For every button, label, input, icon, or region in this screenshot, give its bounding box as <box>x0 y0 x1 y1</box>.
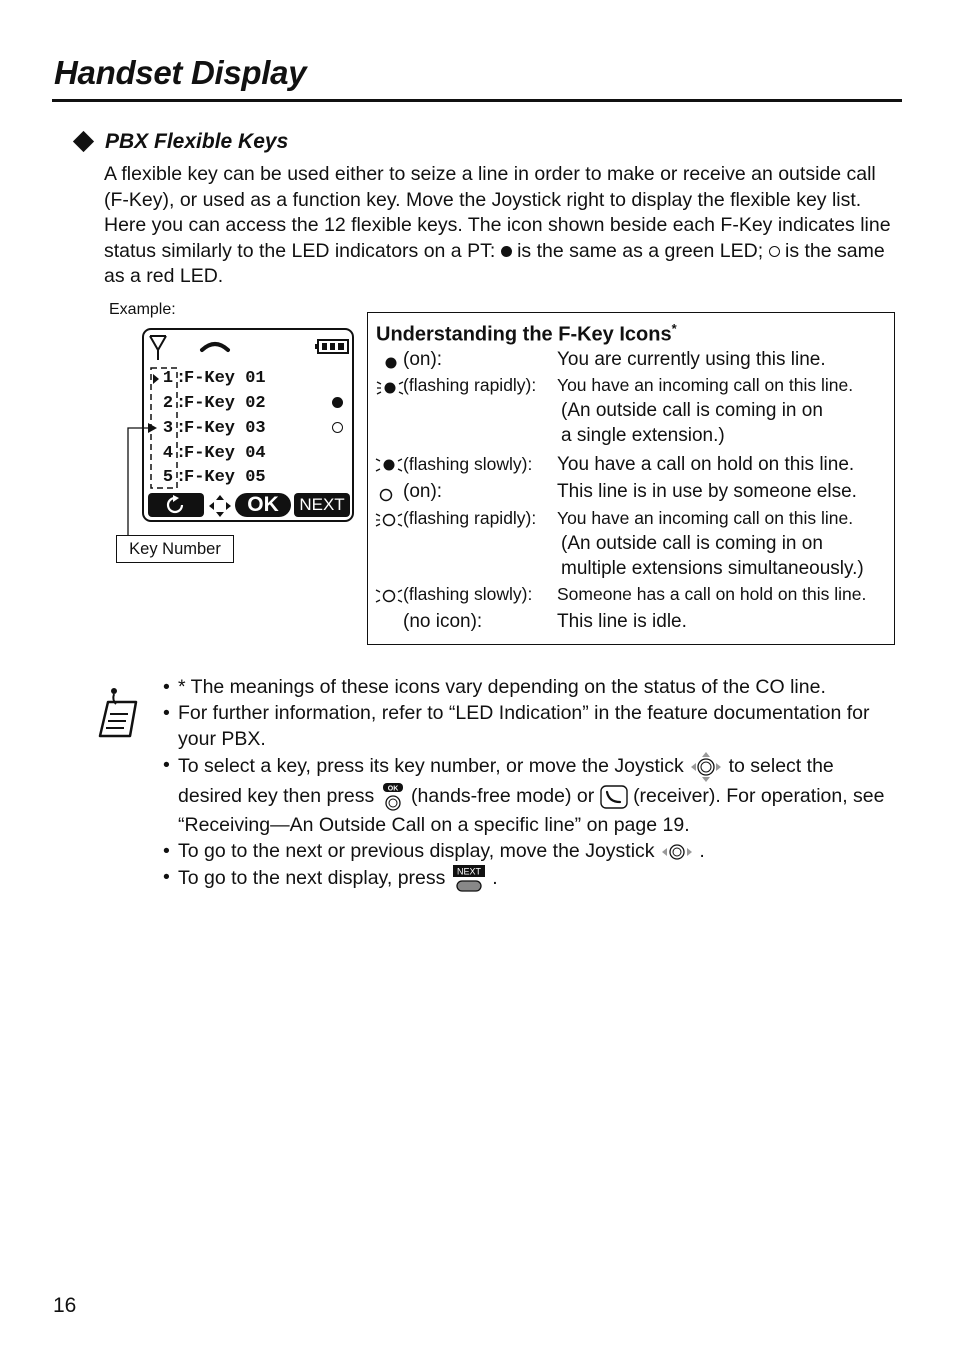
page-title: Handset Display <box>54 54 307 91</box>
filled-dot-flash-icon <box>374 376 404 398</box>
legend-meaning-continued: multiple extensions simultaneously.) <box>561 558 864 579</box>
note-item: • * The meanings of these icons vary depending on the status of the CO line. <box>163 674 903 700</box>
joystick-icon <box>208 494 232 518</box>
legend-state: (on): <box>403 349 443 370</box>
fkey-row[interactable]: 2 : F-Key 02 <box>160 391 266 415</box>
fkey-number: 1 <box>162 368 174 388</box>
intro-text-3: is the same as a red LED. <box>104 239 885 287</box>
ok-button-icon <box>380 782 406 812</box>
filled-dot-icon <box>501 246 512 257</box>
legend-title: Understanding the F-Key Icons* <box>376 321 677 346</box>
fkey-number: 4 <box>162 443 174 463</box>
legend-state: (no icon): <box>403 611 483 632</box>
title-rule <box>52 99 902 102</box>
battery-icon <box>315 340 348 353</box>
intro-text-2: is the same as a green LED; <box>517 239 764 262</box>
legend-meaning: You have a call on hold on this line. <box>557 454 855 475</box>
filled-dot-icon <box>332 397 343 408</box>
legend-state: (on): <box>403 481 443 502</box>
fkey-name: F-Key 01 <box>184 368 266 388</box>
fkey-number: 3 <box>162 418 174 438</box>
section-title: PBX Flexible Keys <box>105 130 289 153</box>
legend-meaning: You have an incoming call on this line. <box>557 508 854 528</box>
ok-softkey[interactable]: OK <box>235 493 291 517</box>
joystick-icon <box>689 752 723 782</box>
hollow-dot-flash-icon <box>374 509 404 531</box>
section-heading <box>72 130 288 154</box>
fkey-row[interactable]: 4 : F-Key 04 <box>160 441 266 465</box>
note-item: • To go to the next or previous display, move the Joystick . <box>163 838 903 864</box>
status-bar <box>144 330 352 360</box>
diamond-bullet-icon <box>73 131 94 152</box>
fkey-row[interactable]: 5 : F-Key 05 <box>160 465 266 489</box>
notes-list <box>163 674 903 894</box>
legend-meaning-continued: a single extension.) <box>561 425 725 446</box>
fkey-name: F-Key 05 <box>184 467 266 487</box>
fkey-number: 5 <box>162 467 174 487</box>
joystick-up-down-icon <box>660 840 694 864</box>
fkey-icons-legend <box>367 312 895 645</box>
handset-screen <box>142 328 354 522</box>
page-number: 16 <box>53 1294 77 1317</box>
receiver-icon <box>600 784 628 810</box>
hollow-dot-icon <box>769 246 780 257</box>
fkey-name: F-Key 02 <box>184 393 266 413</box>
legend-meaning: You are currently using this line. <box>557 349 826 370</box>
back-softkey[interactable] <box>148 493 204 517</box>
legend-state: (flashing slowly): <box>403 454 533 474</box>
legend-meaning: Someone has a call on hold on this line. <box>557 584 867 604</box>
note-item: • To select a key, press its key number, or move the Joystick to select the desired key then press OK (hands-free mode) or (receiver). For operation, see “Receiving—An Outside Call on a specific line” on page 19. <box>163 752 903 838</box>
legend-state: (flashing rapidly): <box>403 508 537 528</box>
fkey-name: F-Key 04 <box>184 443 266 463</box>
fkey-row[interactable]: 1 : F-Key 01 <box>160 366 266 390</box>
example-label: Example: <box>109 301 176 318</box>
legend-meaning-continued: (An outside call is coming in on <box>561 400 823 421</box>
next-key-icon <box>451 864 487 894</box>
legend-meaning: This line is in use by someone else. <box>557 481 857 502</box>
hollow-dot-flash-icon <box>374 585 404 607</box>
intro-paragraph <box>104 162 904 290</box>
key-number-label: Key Number <box>116 535 234 563</box>
legend-state: (flashing slowly): <box>403 584 533 604</box>
antenna-icon <box>150 336 166 360</box>
handset-icon <box>202 344 228 350</box>
note-item: • For further information, refer to “LED Indication” in the feature documentation for your PBX. <box>163 700 903 752</box>
hollow-dot-icon <box>374 483 404 505</box>
legend-meaning: This line is idle. <box>557 611 687 632</box>
soft-key-bar <box>148 493 350 519</box>
fkey-name: F-Key 03 <box>184 418 266 438</box>
intro-text-1: A flexible key can be used either to seize a line in order to make or receive an outside call (F-Key), or used as a function key. Move the Joystick right to display the flexible key list. Here you can access the 12 flexible keys. The icon shown beside each F-Key indicates line status similarly to the LED indicators on a PT: <box>104 163 891 262</box>
filled-dot-icon <box>374 351 404 373</box>
fkey-row[interactable]: 3 : F-Key 03 <box>160 416 266 440</box>
filled-dot-flash-icon <box>374 454 404 476</box>
fkey-number: 2 <box>162 393 174 413</box>
legend-state: (flashing rapidly): <box>403 375 537 395</box>
note-item: • To go to the next display, press NEXT . <box>163 864 903 894</box>
note-pad-icon <box>96 684 142 742</box>
next-softkey[interactable]: NEXT <box>294 493 350 517</box>
legend-meaning: You have an incoming call on this line. <box>557 375 854 395</box>
hollow-dot-icon <box>332 422 343 433</box>
legend-meaning-continued: (An outside call is coming in on <box>561 533 823 554</box>
svg-text:NEXT: NEXT <box>456 866 481 877</box>
back-arrow-icon <box>164 495 188 515</box>
svg-text:OK: OK <box>387 785 398 793</box>
